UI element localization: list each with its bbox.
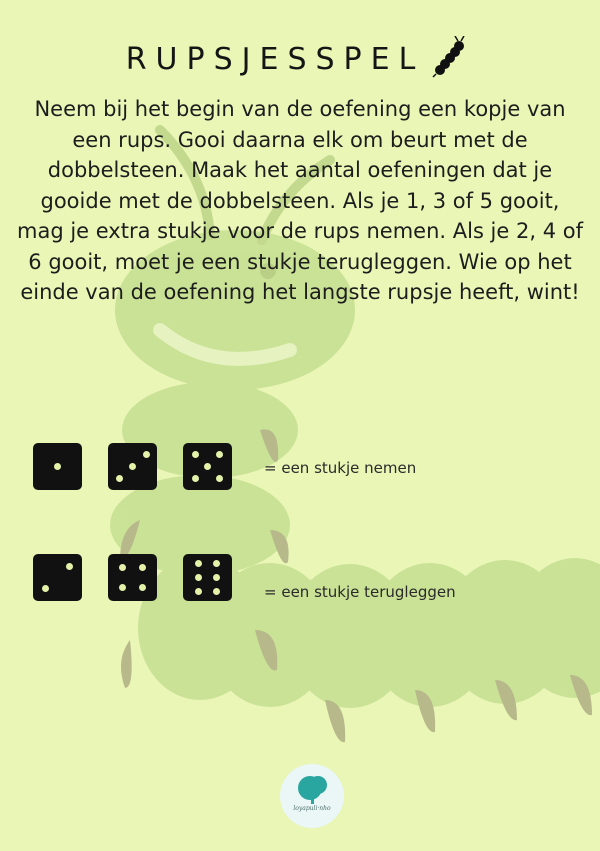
die-three	[108, 443, 157, 490]
page-title: RUPSJESSPEL	[125, 41, 425, 77]
die-five	[183, 443, 232, 490]
return-piece-label: = een stukje terugleggen	[264, 583, 456, 601]
die-one	[33, 443, 82, 490]
tree-logo-icon	[280, 764, 344, 828]
die-two	[33, 554, 82, 601]
die-four	[108, 554, 157, 601]
caterpillar-icon	[428, 36, 474, 82]
die-six	[183, 554, 232, 601]
instructions-text: Neem bij het begin van de oefening een kopje van een rups. Gooi daarna elk om beurt met de dobbelsteen. Maak het aantal oefeningen dat je gooide met de dobbelsteen. Als je 1, 3 of 5 gooit, mag je extra stukje voor de rups nemen. Als je 2, 4 of 6 gooit, moet je een stukje terugleggen. Wie op het einde van de oefening het langste rupsje heeft, wint!	[17, 97, 583, 304]
logo-text: loyapuli·nho	[293, 805, 331, 812]
brand-logo	[280, 764, 344, 828]
take-piece-dice-row	[33, 443, 258, 490]
take-piece-label: = een stukje nemen	[264, 459, 417, 477]
return-piece-dice-row	[33, 554, 258, 601]
title-bar	[0, 36, 600, 82]
